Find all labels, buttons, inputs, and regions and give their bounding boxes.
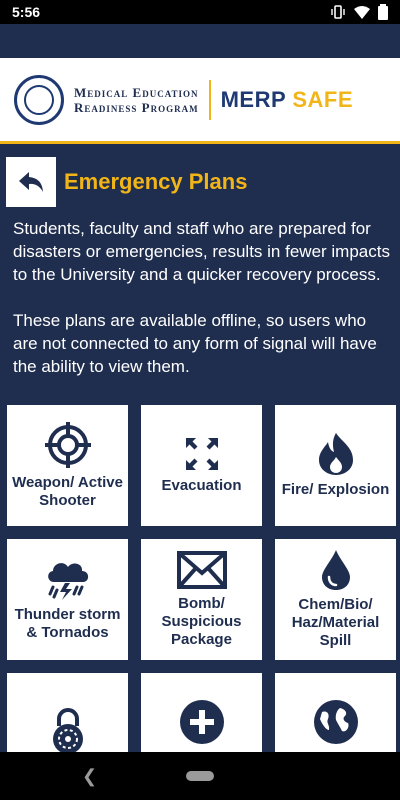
wifi-icon: [354, 5, 370, 19]
tile-label: Bomb/ Suspicious Package: [161, 594, 242, 648]
back-button[interactable]: [6, 157, 56, 207]
home-pill-button[interactable]: [186, 771, 214, 781]
status-icons: [330, 4, 388, 20]
battery-icon: [378, 4, 388, 20]
globe-icon: [314, 700, 358, 744]
tile-evacuation[interactable]: [141, 405, 262, 526]
flame-icon: [317, 433, 355, 475]
tile-label: Evacuation: [161, 476, 242, 494]
app-header: [0, 58, 400, 144]
intro-paragraph-1: Students, faculty and staff who are prepared for disasters or emergencies, results in fewer impacts to the University and a quicker recovery process.: [13, 219, 390, 284]
tile-label: Weapon/ Active Shooter: [12, 473, 123, 509]
tile-label: Thunder storm & Tornados: [14, 605, 121, 641]
crosshair-icon: [45, 422, 91, 468]
status-time: 5:56: [12, 4, 41, 20]
system-navigation-bar: [0, 752, 400, 800]
tile-fire-explosion[interactable]: [275, 405, 396, 526]
page-title: Emergency Plans: [64, 169, 248, 194]
intro-paragraph-2: These plans are available offline, so users who are not connected to any form of signal will have the ability to view them.: [13, 311, 377, 376]
emergency-plans-grid: [7, 405, 393, 794]
tile-label: Fire/ Explosion: [281, 480, 390, 498]
program-name-line2: Readiness Program: [74, 99, 199, 115]
status-bar: [0, 0, 400, 24]
brand-text-part1: MERP: [220, 86, 293, 112]
droplet-icon: [322, 550, 350, 590]
intro-text: [13, 217, 393, 378]
storm-cloud-icon: [44, 558, 92, 600]
tile-weapon-active-shooter[interactable]: [7, 405, 128, 526]
vibrate-icon: [330, 5, 346, 19]
program-seal-logo: [14, 75, 64, 125]
tile-bomb-suspicious-package[interactable]: [141, 539, 262, 660]
title-row: [6, 157, 247, 207]
brand-text-part2: SAFE: [292, 86, 354, 112]
envelope-icon: [177, 551, 227, 589]
padlock-icon: [51, 708, 85, 754]
program-name-line1: Medical Education: [74, 84, 199, 100]
tile-thunderstorm-tornados[interactable]: [7, 539, 128, 660]
app-top-band: [0, 24, 400, 58]
tile-label: Chem/Bio/ Haz/Material Spill: [291, 595, 380, 649]
header-divider: [209, 80, 211, 120]
nav-back-icon[interactable]: ❮: [82, 766, 98, 786]
tile-chem-bio-haz-spill[interactable]: [275, 539, 396, 660]
expand-arrows-icon: [185, 437, 219, 471]
brand-logo: [221, 87, 353, 113]
medical-cross-icon: [180, 700, 224, 744]
back-arrow-icon: [18, 171, 44, 193]
program-name: [74, 85, 199, 115]
